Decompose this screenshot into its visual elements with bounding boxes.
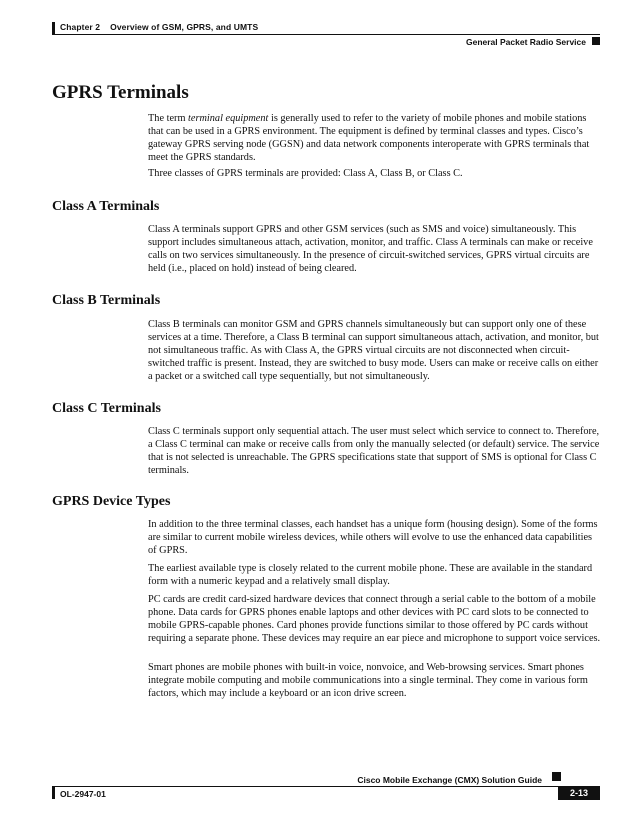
heading-class-a: Class A Terminals [52,199,160,214]
header-square-marker [592,37,600,45]
running-header-section: General Packet Radio Service [465,37,586,47]
paragraph-device-types-4: Smart phones are mobile phones with built-in voice, nonvoice, and Web-browsing services. Smart phones integrate mobile computing and mobile communications into a single terminal. They come in various form factors, which may include a keyboard or an icon drive screen. [148,662,588,699]
header-left-bar [52,22,55,34]
header-rule [52,34,600,35]
heading-class-b: Class B Terminals [52,293,161,308]
footer-page-number: 2-13 [558,787,600,800]
chapter-label: Chapter 2 [60,22,101,32]
paragraph-class-b: Class B terminals can monitor GSM and GPRS channels simultaneously but can support only one of these services at a time. Therefore, a Class B terminal can support simultaneous attach, activation, and monitor, but not simultaneous traffic. As with Class A, the GPRS virtual circuits are not disconnected when circuit-switched traffic is present. Instead, they are switched to busy mode. Users can make or receive calls on either a packet or a switched call type sequentially, but not simultaneously. [148,319,599,382]
footer-guide-title: Cisco Mobile Exchange (CMX) Solution Guide [357,775,542,785]
paragraph-class-a: Class A terminals support GPRS and other GSM services (such as SMS and voice) simultaneously. This support includes simultaneous attach, activation, monitor, and traffic. Class A terminals can make or receive calls on two services simultaneously. In the presence of circuit-switched services, GPRS virtual circuits are held (i.e., placed on hold) instead of being cleared. [148,224,593,274]
paragraph-device-types-3: PC cards are credit card-sized hardware devices that connect through a serial cable to the bottom of a mobile phone. Data cards for GPRS phones enable laptops and other devices with PC card slots to be connected to mobile GPRS-capable phones. Card phones provide functions similar to those offered by PC cards without requiring a separate phone. These devices may require an ear piece and microphone to support voice services. [148,594,601,644]
footer-doc-number: OL-2947-01 [60,789,106,799]
text-run: is generally used to refer to the variety of mobile phones and mobile stations that can be used in a GPRS environment. The equipment is defined by terminal classes and types. Cisco’s gateway GPRS serving node (GGSN) and data network components interoperate with GPRS terminals that meet the GPRS standards. [148,113,590,163]
footer-square-marker [552,772,561,781]
chapter-title: Overview of GSM, GPRS, and UMTS [110,22,259,32]
heading-device-types: GPRS Device Types [52,494,171,509]
text-run: The term [148,113,189,124]
footer-rule [52,786,600,787]
running-header-chapter [60,22,258,32]
italic-term: terminal equipment [188,113,269,124]
paragraph-class-c: Class C terminals support only sequential attach. The user must select which service to connect to. Therefore, a Class C terminal can make or receive calls from only the manually selected (or default) service. The service that is not selected is unreachable. The GPRS specifications state that support of SMS is optional for Class C terminals. [148,426,600,476]
paragraph-device-types-1: In addition to the three terminal classes, each handset has a unique form (housing design). Some of the forms are similar to current mobile wireless devices, while others will evolve to use the enhanced data capabilities of GPRS. [148,519,598,556]
paragraph-terminals-classes: Three classes of GPRS terminals are provided: Class A, Class B, or Class C. [148,168,463,179]
paragraph-terminals-intro [148,113,602,165]
footer-left-bar [52,787,55,799]
heading-gprs-terminals: GPRS Terminals [52,82,189,103]
paragraph-device-types-2: The earliest available type is closely related to the current mobile phone. These are available in the standard form with a numeric keypad and a relatively small display. [148,563,593,587]
heading-class-c: Class C Terminals [52,401,161,416]
